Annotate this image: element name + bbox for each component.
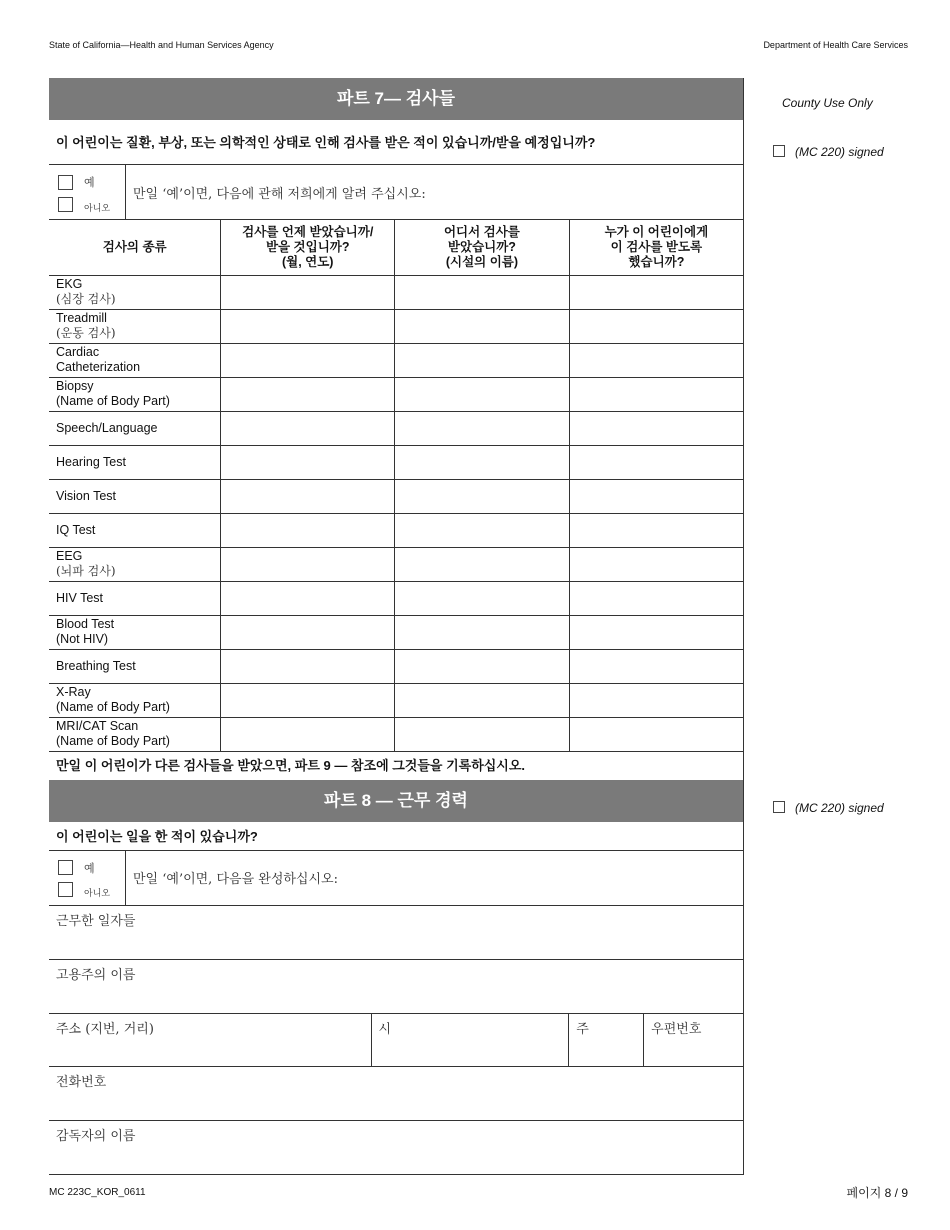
- part8-no-label: 아니오: [84, 888, 111, 898]
- part7-yes-label: 예: [84, 177, 95, 189]
- when-cell[interactable]: [221, 547, 395, 581]
- table-row: [49, 547, 743, 581]
- tests-column-header: 어디서 검사를 받았습니까? (시설의 이름): [395, 220, 570, 275]
- part8-yes-no-row: [49, 851, 743, 906]
- ordered-by-cell[interactable]: [569, 377, 743, 411]
- when-cell[interactable]: [221, 683, 395, 717]
- part7-note: 만일 이 어린이가 다른 검사들을 받았으면, 파트 9 — 참조에 그것들을 기록하십시오.: [56, 757, 526, 773]
- tests-column-header: 누가 이 어린이에게 이 검사를 받도록 했습니까?: [569, 220, 743, 275]
- test-subtitle: (Not HIV): [56, 632, 109, 646]
- ordered-by-cell[interactable]: [569, 649, 743, 683]
- test-type-cell: [49, 547, 221, 581]
- city-field[interactable]: [371, 1014, 569, 1066]
- where-cell[interactable]: [395, 377, 570, 411]
- where-cell[interactable]: [395, 513, 570, 547]
- ordered-by-cell[interactable]: [569, 513, 743, 547]
- state-field[interactable]: [568, 1014, 643, 1066]
- where-cell[interactable]: [395, 445, 570, 479]
- ordered-by-cell[interactable]: [569, 445, 743, 479]
- table-row: [49, 683, 743, 717]
- county-use-title: County Use Only: [782, 96, 873, 110]
- test-name: Speech/Language: [56, 420, 158, 435]
- when-cell[interactable]: [221, 615, 395, 649]
- mc220-signed-1: [773, 145, 884, 159]
- address-row: [49, 1014, 743, 1067]
- test-name: EKG: [56, 277, 83, 291]
- test-subtitle: Catheterization: [56, 360, 141, 374]
- tests-body: [49, 275, 743, 751]
- when-cell[interactable]: [221, 343, 395, 377]
- tests-table: [49, 220, 743, 752]
- supervisor-name-label: 감독자의 이름: [56, 1128, 136, 1144]
- when-cell[interactable]: [221, 649, 395, 683]
- part8-choices: [49, 851, 126, 905]
- where-cell[interactable]: [395, 343, 570, 377]
- test-name: Biopsy: [56, 379, 94, 393]
- city-label: 시: [378, 1021, 392, 1037]
- where-cell[interactable]: [395, 717, 570, 751]
- phone-field[interactable]: [49, 1067, 743, 1121]
- part7-if-yes: 만일 ‘예’이면, 다음에 관해 저희에게 알려 주십시오:: [133, 186, 426, 202]
- tests-column-header: 검사의 종류: [49, 220, 221, 275]
- form-body: [49, 78, 744, 1175]
- ordered-by-cell[interactable]: [569, 717, 743, 751]
- part7-question: 이 어린이는 질환, 부상, 또는 의학적인 상태로 인해 검사를 받은 적이 있습니까/받을 예정입니까?: [49, 120, 743, 165]
- test-type-cell: [49, 649, 221, 683]
- zip-field[interactable]: [643, 1014, 743, 1066]
- test-subtitle: (뇌파 검사): [56, 564, 116, 578]
- test-type-cell: [49, 411, 221, 445]
- test-type-cell: [49, 513, 221, 547]
- mc220-signed-checkbox-2[interactable]: [773, 801, 785, 813]
- test-subtitle: (심장 검사): [56, 292, 116, 306]
- table-row: [49, 411, 743, 445]
- test-name: HIV Test: [56, 590, 104, 605]
- test-name: MRI/CAT Scan: [56, 719, 139, 733]
- table-row: [49, 275, 743, 309]
- agency-header: State of California—Health and Human Services Agency: [49, 40, 274, 50]
- mc220-signed-label-1: (MC 220) signed: [795, 145, 884, 159]
- test-type-cell: [49, 717, 221, 751]
- department-header: Department of Health Care Services: [763, 40, 908, 50]
- part7-yes-no-row: [49, 165, 743, 220]
- where-cell[interactable]: [395, 615, 570, 649]
- street-address-label: 주소 (지번, 거리): [56, 1021, 154, 1037]
- table-row: [49, 309, 743, 343]
- ordered-by-cell[interactable]: [569, 547, 743, 581]
- employer-name-label: 고용주의 이름: [56, 967, 136, 983]
- table-row: [49, 479, 743, 513]
- when-cell[interactable]: [221, 275, 395, 309]
- part8-question: 이 어린이는 일을 한 적이 있습니까?: [49, 822, 743, 851]
- when-cell[interactable]: [221, 479, 395, 513]
- where-cell[interactable]: [395, 683, 570, 717]
- test-name: Hearing Test: [56, 454, 126, 469]
- part7-no-checkbox[interactable]: [58, 197, 73, 212]
- test-name: Treadmill: [56, 311, 107, 325]
- when-cell[interactable]: [221, 445, 395, 479]
- test-type-cell: [49, 615, 221, 649]
- ordered-by-cell[interactable]: [569, 479, 743, 513]
- test-type-cell: [49, 479, 221, 513]
- employer-name-field[interactable]: [49, 960, 743, 1014]
- test-type-cell: [49, 445, 221, 479]
- ordered-by-cell[interactable]: [569, 275, 743, 309]
- part7-yes-checkbox[interactable]: [58, 175, 73, 190]
- where-cell[interactable]: [395, 479, 570, 513]
- table-row: [49, 445, 743, 479]
- test-name: Vision Test: [56, 488, 116, 503]
- when-cell[interactable]: [221, 581, 395, 615]
- where-cell[interactable]: [395, 411, 570, 445]
- supervisor-name-field[interactable]: [49, 1121, 743, 1175]
- part8-title: 파트 8 — 근무 경력: [49, 780, 743, 822]
- part8-yes-label: 예: [84, 862, 95, 875]
- ordered-by-cell[interactable]: [569, 411, 743, 445]
- mc220-signed-label-2: (MC 220) signed: [795, 801, 884, 815]
- state-label: 주: [576, 1021, 589, 1037]
- part8-if-yes: 만일 ‘예’이면, 다음을 완성하십시오:: [133, 872, 338, 887]
- page-number: 페이지 8 / 9: [846, 1186, 908, 1200]
- where-cell[interactable]: [395, 275, 570, 309]
- work-dates-field[interactable]: [49, 906, 743, 960]
- when-cell[interactable]: [221, 377, 395, 411]
- test-name: IQ Test: [56, 522, 96, 537]
- ordered-by-cell[interactable]: [569, 683, 743, 717]
- phone-label: 전화번호: [56, 1074, 107, 1090]
- part7-choices: [49, 165, 126, 219]
- part8-no-checkbox[interactable]: [58, 882, 73, 897]
- tests-column-header: 검사를 언제 받았습니까/ 받을 것입니까? (월, 연도): [221, 220, 395, 275]
- table-row: [49, 513, 743, 547]
- part7-title: 파트 7— 검사들: [49, 78, 743, 120]
- test-name: EEG: [56, 549, 83, 563]
- table-row: [49, 377, 743, 411]
- test-type-cell: [49, 683, 221, 717]
- test-name: Breathing Test: [56, 658, 136, 673]
- where-cell[interactable]: [395, 309, 570, 343]
- test-name: Blood Test: [56, 617, 115, 631]
- table-row: [49, 615, 743, 649]
- test-type-cell: [49, 275, 221, 309]
- test-name: Cardiac: [56, 345, 100, 359]
- part8-yes-checkbox[interactable]: [58, 860, 73, 875]
- test-type-cell: [49, 309, 221, 343]
- ordered-by-cell[interactable]: [569, 581, 743, 615]
- street-address-field[interactable]: [49, 1014, 371, 1066]
- when-cell[interactable]: [221, 513, 395, 547]
- test-type-cell: [49, 581, 221, 615]
- test-name: X-Ray: [56, 685, 91, 699]
- mc220-signed-checkbox-1[interactable]: [773, 145, 785, 157]
- when-cell[interactable]: [221, 411, 395, 445]
- ordered-by-cell[interactable]: [569, 309, 743, 343]
- where-cell[interactable]: [395, 581, 570, 615]
- part7-no-label: 아니오: [84, 202, 111, 213]
- where-cell[interactable]: [395, 649, 570, 683]
- work-dates-label: 근무한 일자들: [56, 913, 136, 929]
- table-row: [49, 343, 743, 377]
- test-subtitle: (Name of Body Part): [56, 394, 170, 408]
- ordered-by-cell[interactable]: [569, 615, 743, 649]
- test-subtitle: (Name of Body Part): [56, 700, 170, 714]
- test-subtitle: (운동 검사): [56, 326, 116, 340]
- table-row: [49, 581, 743, 615]
- when-cell[interactable]: [221, 309, 395, 343]
- test-subtitle: (Name of Body Part): [56, 734, 170, 748]
- when-cell[interactable]: [221, 717, 395, 751]
- ordered-by-cell[interactable]: [569, 343, 743, 377]
- form-id: MC 223C_KOR_0611: [49, 1187, 146, 1198]
- mc220-signed-2: [773, 801, 884, 815]
- where-cell[interactable]: [395, 547, 570, 581]
- zip-label: 우편번호: [651, 1021, 702, 1037]
- test-type-cell: [49, 377, 221, 411]
- test-type-cell: [49, 343, 221, 377]
- table-row: [49, 717, 743, 751]
- table-row: [49, 649, 743, 683]
- tests-header-row: [49, 220, 743, 275]
